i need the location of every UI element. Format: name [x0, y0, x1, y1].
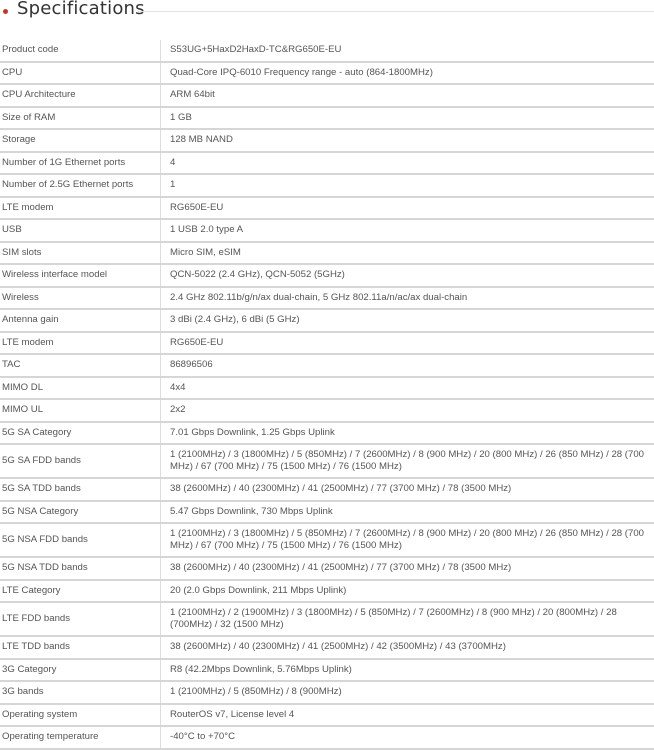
spec-value: 38 (2600MHz) / 40 (2300MHz) / 41 (2500MHz) / 77 (3700 MHz) / 78 (3500 MHz) — [161, 478, 654, 501]
section-title: Specifications — [17, 0, 145, 19]
table-row — [0, 152, 654, 175]
spec-label: 3G bands — [0, 681, 161, 704]
spec-label: LTE Category — [0, 580, 161, 603]
spec-label: USB — [0, 219, 161, 242]
spec-value: 1 GB — [161, 107, 654, 130]
spec-value: 2.4 GHz 802.11b/g/n/ax dual-chain, 5 GHz 802.11a/n/ac/ax dual-chain — [161, 287, 654, 310]
spec-label: Size of RAM — [0, 107, 161, 130]
spec-label: Storage — [0, 129, 161, 152]
table-row — [0, 242, 654, 265]
spec-value: 1 (2100MHz) / 2 (1900MHz) / 3 (1800MHz) / 5 (850MHz) / 7 (2600MHz) / 8 (900 MHz) / 20 (800MHz) / 28 (700MHz) / 32 (1500 MHz) — [161, 602, 654, 636]
spec-label: 5G SA TDD bands — [0, 478, 161, 501]
table-row — [0, 174, 654, 197]
table-row — [0, 636, 654, 659]
table-row — [0, 399, 654, 422]
table-row — [0, 557, 654, 580]
table-row — [0, 264, 654, 287]
spec-label: Antenna gain — [0, 309, 161, 332]
spec-label: Wireless interface model — [0, 264, 161, 287]
spec-label: 5G NSA TDD bands — [0, 557, 161, 580]
spec-label: TAC — [0, 354, 161, 377]
section-header — [0, 0, 654, 40]
spec-value: S53UG+5HaxD2HaxD-TC&RG650E-EU — [161, 40, 654, 62]
spec-value: RG650E-EU — [161, 197, 654, 220]
table-row — [0, 704, 654, 727]
spec-label: Wireless — [0, 287, 161, 310]
spec-value: 128 MB NAND — [161, 129, 654, 152]
table-row — [0, 62, 654, 85]
bullet-icon — [3, 9, 8, 14]
spec-value: 5.47 Gbps Downlink, 730 Mbps Uplink — [161, 501, 654, 524]
spec-value: RouterOS v7, License level 4 — [161, 704, 654, 727]
spec-label: 3G Category — [0, 659, 161, 682]
spec-value: 38 (2600MHz) / 40 (2300MHz) / 41 (2500MHz) / 42 (3500MHz) / 43 (3700MHz) — [161, 636, 654, 659]
spec-value: Quad-Core IPQ-6010 Frequency range - auto (864-1800MHz) — [161, 62, 654, 85]
spec-value: 1 (2100MHz) / 5 (850MHz) / 8 (900MHz) — [161, 681, 654, 704]
table-row — [0, 501, 654, 524]
table-row — [0, 219, 654, 242]
spec-label: CPU — [0, 62, 161, 85]
spec-label: 5G NSA FDD bands — [0, 523, 161, 557]
table-row — [0, 523, 654, 557]
spec-label: Operating system — [0, 704, 161, 727]
spec-label: Operating temperature — [0, 726, 161, 749]
spec-value: 1 USB 2.0 type A — [161, 219, 654, 242]
spec-value: 1 (2100MHz) / 3 (1800MHz) / 5 (850MHz) / 7 (2600MHz) / 8 (900 MHz) / 20 (800 MHz) / 26 (850 MHz) / 28 (700 MHz) / 67 (700 MHz) / 75 (1500 MHz) / 76 (1500 MHz) — [161, 523, 654, 557]
table-row — [0, 197, 654, 220]
spec-label: LTE FDD bands — [0, 602, 161, 636]
table-row — [0, 107, 654, 130]
spec-label: 5G SA FDD bands — [0, 444, 161, 478]
spec-label: Product code — [0, 40, 161, 62]
spec-label: Number of 1G Ethernet ports — [0, 152, 161, 175]
spec-value: 86896506 — [161, 354, 654, 377]
table-row — [0, 309, 654, 332]
table-row — [0, 659, 654, 682]
table-row — [0, 40, 654, 62]
spec-value: 38 (2600MHz) / 40 (2300MHz) / 41 (2500MHz) / 77 (3700 MHz) / 78 (3500 MHz) — [161, 557, 654, 580]
table-row — [0, 444, 654, 478]
spec-value: 2x2 — [161, 399, 654, 422]
spec-label: SIM slots — [0, 242, 161, 265]
spec-value: 1 — [161, 174, 654, 197]
spec-label: LTE TDD bands — [0, 636, 161, 659]
spec-label: Number of 2.5G Ethernet ports — [0, 174, 161, 197]
spec-value: 7.01 Gbps Downlink, 1.25 Gbps Uplink — [161, 422, 654, 445]
spec-value: QCN-5022 (2.4 GHz), QCN-5052 (5GHz) — [161, 264, 654, 287]
table-row — [0, 332, 654, 355]
spec-value: R8 (42.2Mbps Downlink, 5.76Mbps Uplink) — [161, 659, 654, 682]
spec-value: ARM 64bit — [161, 84, 654, 107]
table-row — [0, 354, 654, 377]
header-divider — [138, 11, 654, 12]
table-row — [0, 287, 654, 310]
table-row — [0, 681, 654, 704]
table-row — [0, 422, 654, 445]
table-row — [0, 84, 654, 107]
table-row — [0, 726, 654, 749]
table-row — [0, 129, 654, 152]
specifications-table — [0, 40, 654, 750]
spec-label: CPU Architecture — [0, 84, 161, 107]
spec-value: 4 — [161, 152, 654, 175]
spec-value: Micro SIM, eSIM — [161, 242, 654, 265]
spec-label: MIMO DL — [0, 377, 161, 400]
spec-label: LTE modem — [0, 197, 161, 220]
spec-value: 20 (2.0 Gbps Downlink, 211 Mbps Uplink) — [161, 580, 654, 603]
spec-value: 3 dBi (2.4 GHz), 6 dBi (5 GHz) — [161, 309, 654, 332]
spec-value: 4x4 — [161, 377, 654, 400]
spec-label: LTE modem — [0, 332, 161, 355]
table-row — [0, 478, 654, 501]
table-row — [0, 377, 654, 400]
table-row — [0, 602, 654, 636]
spec-value: 1 (2100MHz) / 3 (1800MHz) / 5 (850MHz) / 7 (2600MHz) / 8 (900 MHz) / 20 (800 MHz) / 26 (850 MHz) / 28 (700 MHz) / 67 (700 MHz) / 75 (1500 MHz) / 76 (1500 MHz) — [161, 444, 654, 478]
spec-value: -40°C to +70°C — [161, 726, 654, 749]
spec-value: RG650E-EU — [161, 332, 654, 355]
spec-label: 5G SA Category — [0, 422, 161, 445]
table-row — [0, 580, 654, 603]
spec-label: MIMO UL — [0, 399, 161, 422]
spec-label: 5G NSA Category — [0, 501, 161, 524]
